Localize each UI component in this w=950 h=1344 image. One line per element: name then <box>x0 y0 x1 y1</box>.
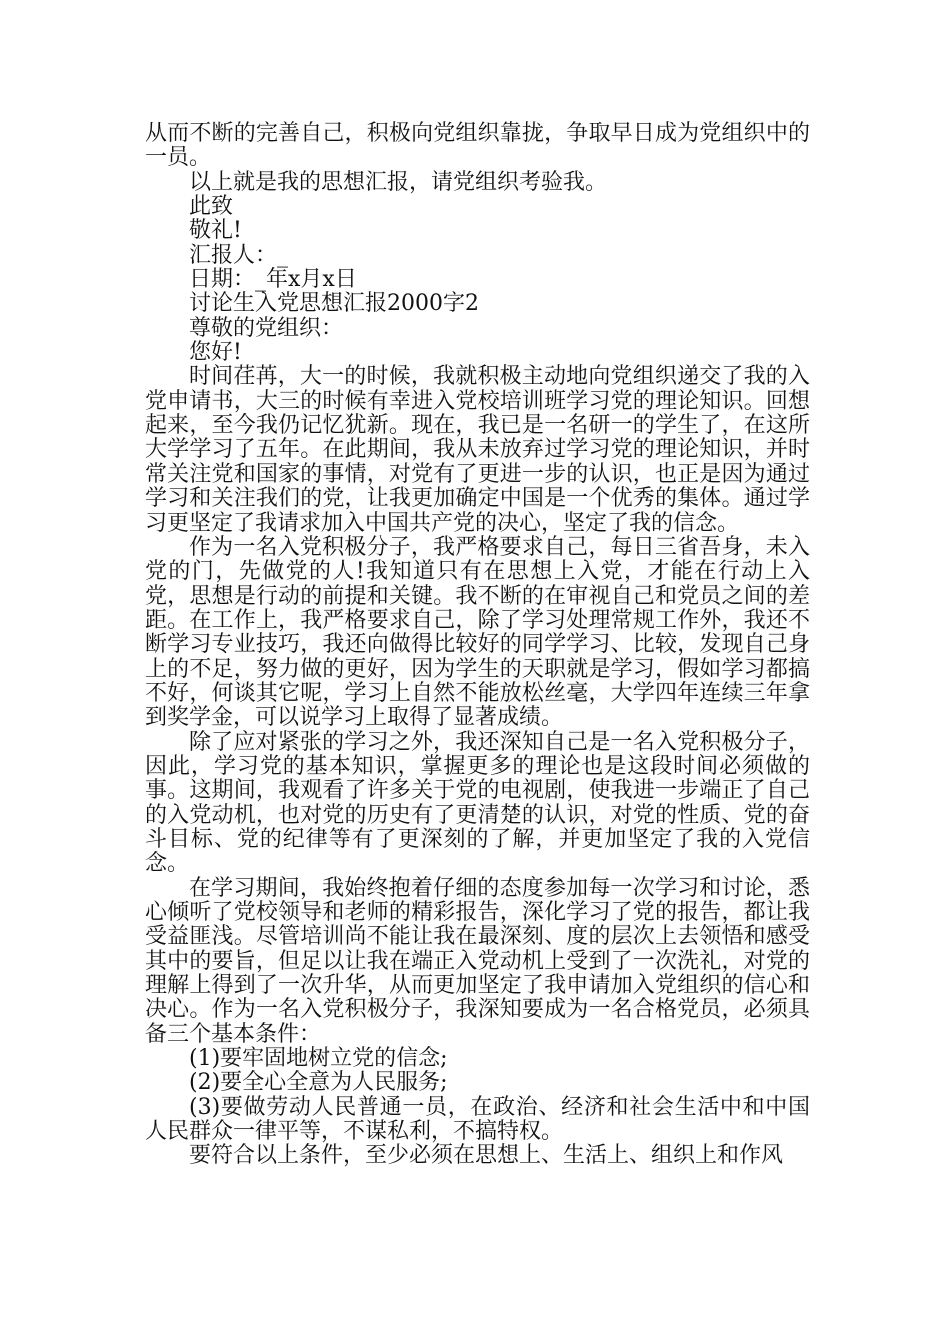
salutation-jingli: 敬礼! <box>189 218 242 244</box>
body-paragraph: 除了应对紧张的学习之外，我还深知自己是一名入党积极分子，因此，学习党的基本知识，掌握更多的理论也是这段时间必须做的事。这期间，我观看了许多关于党的电视剧，使我进一步端正了自己的入党动机，也对党的历史有了更清楚的认识，对党的性质、党的奋斗目标、党的纪律等有了更深刻的了解，并更加坚定了我的入党信念。 <box>145 729 810 877</box>
list-item: (2)要全心全意为人民服务; <box>189 1070 448 1096</box>
body-paragraph: 要符合以上条件，至少必须在思想上、生活上、组织上和作风 <box>189 1143 784 1169</box>
document-page <box>145 122 810 1169</box>
date-line: 日期：_年x月x日 <box>189 267 357 293</box>
paragraph-closing-statement: 以上就是我的思想汇报，请党组织考验我。 <box>189 169 608 195</box>
body-paragraph: 在学习期间，我始终抱着仔细的态度参加每一次学习和讨论，悉心倾听了党校领导和老师的精彩报告，深化学习了党的报告，都让我受益匪浅。尽管培训尚不能让我在最深刻、度的层次上去领悟和感受其中的要旨，但足以让我在端正入党动机上受到了一次洗礼，对党的理解上得到了一次升华，从而更加坚定了我申请加入党组织的信心和决心。作为一名入党积极分子，我深知要成为一名合格党员，必须具备三个基本条件： <box>145 875 810 1047</box>
list-item: (3)要做劳动人民普通一员，在政治、经济和社会生活中和中国人民群众一律平等，不谋私利，不搞特权。 <box>145 1094 810 1145</box>
body-paragraph: 时间荏苒，大一的时候，我就积极主动地向党组织递交了我的入党申请书，大三的时候有幸进入党校培训班学习党的理论知识。回想起来，至今我仍记忆犹新。现在，我已是一名研一的学生了，在这所大学学习了五年。在此期间，我从未放弃过学习党的理论知识，并时常关注党和国家的事情，对党有了更进一步的认识，也正是因为通过学习和关注我们的党，让我更加确定中国是一个优秀的集体。通过学习更坚定了我请求加入中国共产党的决心，坚定了我的信念。 <box>145 364 810 536</box>
paragraph-continuation: 从而不断的完善自己，积极向党组织靠拢，争取早日成为党组织中的一员。 <box>145 121 810 171</box>
body-paragraph: 作为一名入党积极分子，我严格要求自己，每日三省吾身，未入党的门，先做党的人!我知道只有在思想上入党，才能在行动上入党，思想是行动的前提和关键。我不断的在审视自己和党员之间的差距。在工作上，我严格要求自己，除了学习处理常规工作外，我还不断学习专业技巧，我还向做得比较好的同学学习、比较，发现自己身上的不足，努力做的更好，因为学生的天职就是学习，假如学习都搞不好，何谈其它呢，学习上自然不能放松丝毫，大学四年连续三年拿到奖学金，可以说学习上取得了显著成绩。 <box>145 534 810 731</box>
list-item: (1)要牢固地树立党的信念; <box>189 1046 448 1072</box>
salutation-cizhi: 此致 <box>189 194 234 220</box>
reporter-line: 汇报人：_ <box>189 242 289 268</box>
section-title: 讨论生入党思想汇报2000字2 <box>189 291 479 317</box>
greeting-recipient: 尊敬的党组织： <box>189 315 344 341</box>
greeting-hello: 您好! <box>189 340 242 366</box>
